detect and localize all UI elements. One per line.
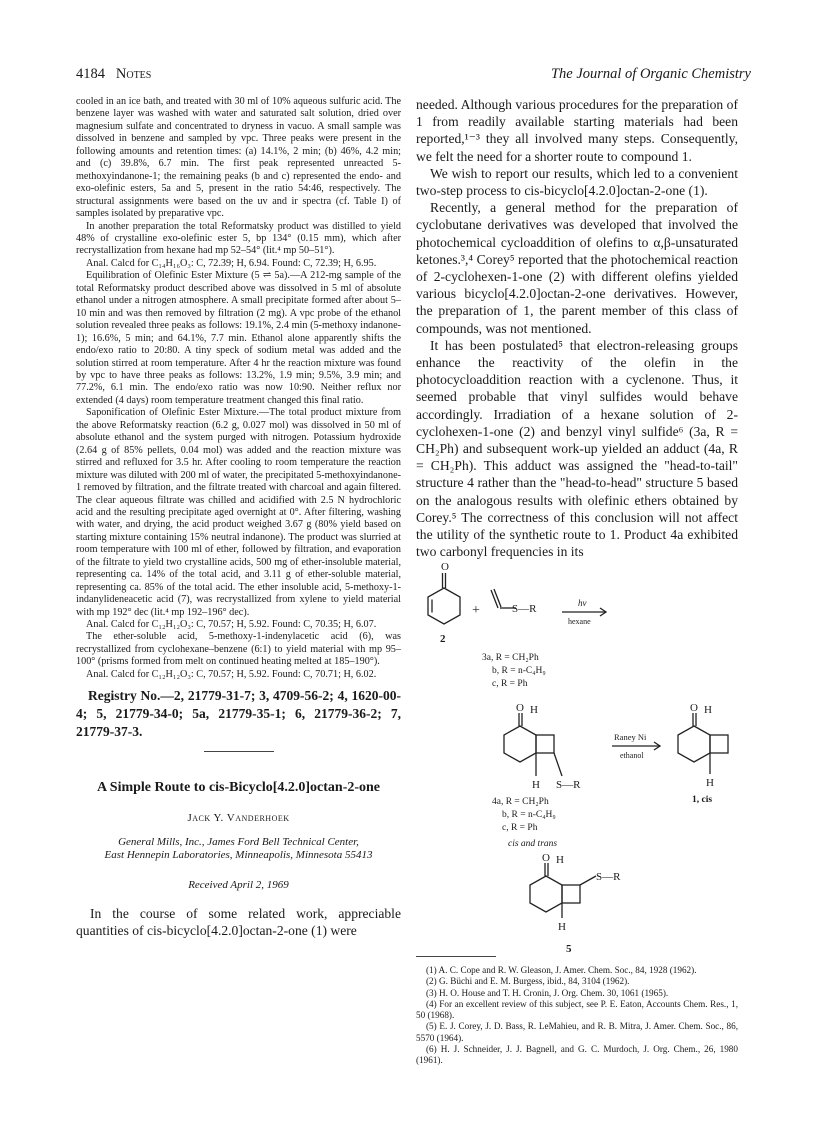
paragraph: Anal. Calcd for C₁₄H₁₆O₃: C, 72.39; H, 6.94. Found: C, 72.39; H, 6.95. xyxy=(86,257,377,269)
reagent-label: Raney Ni xyxy=(614,732,647,742)
paragraph: Saponification of Olefinic Ester Mixture.—The total product mixture from the above Reformatsky reaction (6.2 g, 0.027 mol) was dissolved in 50 ml of absolute ethanol and the system purged with nitrogen. Potassium hydroxide (2.64 g of 85% pellets, 0.04 mol) was added and the reaction mixture was stirred and refluxed for 3.5 hr. After cooling to room temperature the reaction mixture was diluted with 200 ml of water, the precipitated 5-methoxyindanone-1 removed by filtration, and the filtrate treated with charcoal and again filtered. The clear aqueous filtrate was chilled and acidified with 2.5 N hydrochloric acid and the resulting precipitate aged overnight at 0°. After filtering, washing with water, and drying, the acid product weighed 3.67 g (80% yield based on starting mixture containing 15% neutral indanone). The product was slurried at room temperature with 100 ml of ether, followed by filtration, and evaporation of the filtrate to yield two crystalline acids, 500 mg of ether-insoluble material, representing ca. 14% of the total acid, and 3.11 g of ether-soluble material, representing ca. 85% of the total acid. The ether insoluble acid, 5-methoxy-1-indanylideneacetic acid (7), was recrystallized from xylene to yield material with mp 192° dec (lit.⁴ mp 192–196° dec). xyxy=(76,407,401,618)
hydrogen-label: H xyxy=(558,921,566,933)
bicyclooctanone-4-structure xyxy=(504,713,562,776)
received-date: Received April 2, 1969 xyxy=(188,878,289,891)
paragraph: Recently, a general method for the preparation of cyclobutane derivatives was developed that involved the photochemical cycloaddition of olefins to α,β-unsaturated ketones.³,⁴ Corey⁵ reported that the photochemical reaction of 2-cyclohexen-1-one (2) with different olefins yielded various bicyclo[4.2.0]octan-2-one derivatives. However, the preparation of 1, the parent member of this class of compounds, was not mentioned. xyxy=(416,200,738,336)
oxygen-label: O xyxy=(441,561,449,573)
paragraph: It has been postulated⁵ that electron-releasing groups enhance the reactivity of the olefin in the photocycloaddition reaction with a cyclenone. Thus, it seemed probable that vinyl sulfides would behave accordingly. Irradiation of a hexane solution of 2-cyclohexen-1-one (2) and benzyl vinyl sulfide⁶ (3a, R = CH₂Ph) and subsequent work-up yielded an adduct (4a, R = CH₂Ph). This adduct was assigned the "head-to-tail" structure 4 rather than the "head-to-head" structure 5 based on the analogous results with olefinic ethers obtained by Corey.⁵ The correctness of this conclusion will not affect the utility of the synthetic route to 1. Product 4a exhibited two carbonyl frequencies in its xyxy=(416,337,738,560)
left-column xyxy=(76,96,401,939)
reaction-scheme xyxy=(416,556,738,966)
journal-name: The Journal of Organic Chemistry xyxy=(550,66,751,82)
series-3-entry: c, R = Ph xyxy=(492,679,528,689)
hydrogen-label: H xyxy=(556,854,564,866)
photolysis-arrow xyxy=(562,608,606,616)
reagent-solvent-label: ethanol xyxy=(620,751,644,760)
footnote: (5) E. J. Corey, J. D. Bass, R. LeMahieu, and R. B. Mitra, J. Amer. Chem. Soc., 86, 5570 (1964). xyxy=(416,1021,738,1043)
series-4-entry: b, R = n-C₄H₉ xyxy=(502,810,556,820)
paragraph: In another preparation the total Reformatsky product was distilled to yield 48% of crystalline exo-olefinic ester 5, bp 134° (0.15 mm), which after recrystallization from hexane had mp 52–54° (lit.⁴ mp 50–51°). xyxy=(76,220,401,257)
affiliation-line: General Mills, Inc., James Ford Bell Technical Center, xyxy=(118,835,359,848)
series-4-entry: 4a, R = CH₂Ph xyxy=(492,797,549,807)
oxygen-label: O xyxy=(516,702,524,714)
paragraph: We wish to report our results, which led to a convenient two-step process to cis-bicyclo[4.2.0]octan-2-one (1). xyxy=(416,165,738,199)
paragraph: needed. Although various procedures for the preparation of 1 from readily available starting materials had been reported,¹⁻³ they all involved many steps. Consequently, we felt the need for a shorter route to compound 1. xyxy=(416,97,738,164)
registry-numbers: Registry No.—2, 21779-31-7; 3, 4709-56-2; 4, 1620-00-4; 5, 21779-34-0; 5a, 21779-35-1; 6, 21779-36-2; 7, 21779-37-3. xyxy=(76,688,401,739)
author-name: Jack Y. Vanderhoek xyxy=(187,811,290,824)
compound-label-1: 1, cis xyxy=(692,795,713,805)
compound-label-5: 5 xyxy=(566,943,572,955)
series-3-entry: 3a, R = CH₂Ph xyxy=(482,653,539,663)
section-name: Notes xyxy=(115,66,152,82)
paragraph: Anal. Calcd for C₁₂H₁₂O₃: C, 70.57; H, 5.92. Found: C, 70.71; H, 6.02. xyxy=(86,668,377,680)
paragraph: Equilibration of Olefinic Ester Mixture (5 ⇌ 5a).—A 212-mg sample of the total Reformatsky product described above was dissolved in 5 ml of absolute ethanol under a nitrogen atmosphere. A small precipitate formed after about 5–10 min and was then removed by filtration (2 mg). A vpc probe of the ethanol solution revealed three peaks as follows: 19.1%, 2.4 min (5-methoxy indanone-1); 16.6%, 5 min; and 64.1%, 7.7 min. Ethanol alone apparently shifts the endo/exo ratio to 20:80. A tiny speck of sodium metal was added and the solution stirred at room temperature. After 4 hr the reaction mixture was found by vpc to have three peaks as follows: 13.2%, 1.9 min; 9.5%, 3.9 min; and 77.2%, 6.1 min. The endo/exo ratio was now 10:90. Neither reflux nor extended (4 days) room temperature treatment changed this final ratio. xyxy=(76,270,401,406)
footnotes xyxy=(416,965,738,1067)
sulfide-group: S—R xyxy=(512,603,537,615)
bicyclooctanone-1-structure xyxy=(678,713,728,774)
series-4-entry: c, R = Ph xyxy=(502,823,538,833)
sulfide-group: S—R xyxy=(596,871,621,883)
right-column xyxy=(416,96,738,560)
article-title: A Simple Route to cis-Bicyclo[4.2.0]octan-2-one xyxy=(96,779,381,795)
plus-sign: + xyxy=(472,603,480,618)
cyclohexenone-structure xyxy=(428,573,460,624)
intro-paragraph: In the course of some related work, appreciable quantities of cis-bicyclo[4.2.0]octan-2-one (1) were xyxy=(76,905,401,938)
footnote: (2) G. Büchi and E. M. Burgess, ibid., 84, 3104 (1962). xyxy=(426,976,630,987)
footnote: (1) A. C. Cope and R. W. Gleason, J. Amer. Chem. Soc., 84, 1928 (1962). xyxy=(426,965,697,975)
footnote: (6) H. J. Schneider, J. J. Bagnell, and G. C. Murdoch, J. Org. Chem., 26, 1980 (1961). xyxy=(416,1044,738,1066)
affiliation xyxy=(76,836,401,863)
hydrogen-label: H xyxy=(704,704,712,716)
paragraph: The ether-soluble acid, 5-methoxy-1-indenylacetic acid (6), was recrystallized from cyclohexane–benzene (6:1) to yield material with mp 95–100° (prisms formed from melt on continued heating melted at 185–190°). xyxy=(76,631,401,668)
sulfide-group: S—R xyxy=(556,779,581,791)
series-3-entry: b, R = n-C₄H₉ xyxy=(492,666,546,676)
oxygen-label: O xyxy=(690,702,698,714)
hydrogen-label: H xyxy=(532,779,540,791)
oxygen-label: O xyxy=(542,852,550,864)
stereo-note: cis and trans xyxy=(508,839,558,849)
running-header-left xyxy=(76,66,151,83)
bicyclooctanone-5-structure xyxy=(530,863,596,918)
hv-label: hν xyxy=(578,598,587,608)
footnote-divider xyxy=(416,956,496,957)
page-number: 4184 xyxy=(76,66,105,82)
hydrogen-label: H xyxy=(706,777,714,789)
reduction-arrow xyxy=(612,742,660,750)
section-divider xyxy=(204,751,274,752)
paragraph: cooled in an ice bath, and treated with 30 ml of 10% aqueous sulfuric acid. The benzene layer was washed with water and saturated salt solution, dried over magnesium sulfate and concentrated to dryness in vacuo. A small sample was dissolved in benzene and sampled by vpc. Three peaks were present in the following amounts and retention times: (a) 14.1%, 2 min; (b) 46%, 4.2 min; and (c) 39.8%, 6.7 min. The first peak represented unreacted 5-methoxyindanone-1; the remaining peaks (b and c) represented the endo- and exo-olefinic esters, 5a and 5, present in the ratio 54:46, respectively. The structural assignments were based on the uv and ir spectra (cf. Table I) of samples isolated by preparative vpc. xyxy=(76,96,401,220)
compound-label-2: 2 xyxy=(440,633,446,645)
paragraph: Anal. Calcd for C₁₂H₁₂O₃: C, 70.57; H, 5.92. Found: C, 70.35; H, 6.07. xyxy=(86,619,377,631)
solvent-label: hexane xyxy=(568,617,591,626)
affiliation-line: East Hennepin Laboratories, Minneapolis, Minnesota 55413 xyxy=(104,849,373,862)
footnote: (4) For an excellent review of this subject, see P. E. Eaton, Accounts Chem. Res., 1, 50 (1968). xyxy=(416,998,738,1021)
footnote: (3) H. O. House and T. H. Cronin, J. Org. Chem. 30, 1061 (1965). xyxy=(426,987,669,998)
hydrogen-label: H xyxy=(530,704,538,716)
